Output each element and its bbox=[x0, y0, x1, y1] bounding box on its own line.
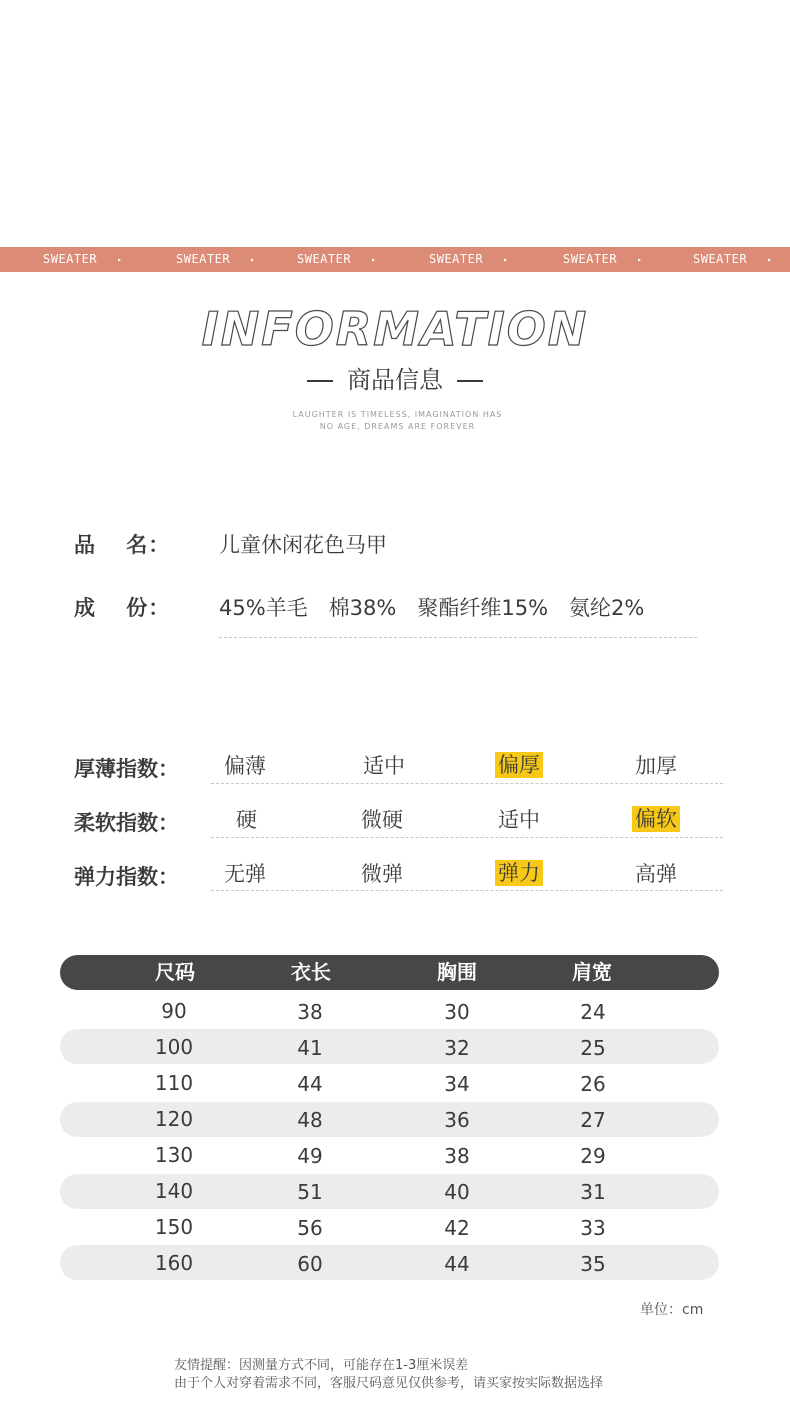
reminder-line2: 由于个人对穿着需求不同，客服尺码意见仅供参考，请买家按实际数据选择 bbox=[174, 1376, 604, 1391]
table-cell: 25 bbox=[580, 1036, 606, 1060]
title-dash-left bbox=[307, 380, 333, 382]
table-cell: 38 bbox=[297, 1000, 323, 1024]
index-option: 适中 bbox=[363, 754, 405, 778]
index-option: 微硬 bbox=[361, 808, 403, 832]
table-cell: 42 bbox=[444, 1216, 470, 1240]
material-label: 成 份： bbox=[74, 596, 171, 620]
table-cell: 130 bbox=[154, 1143, 194, 1167]
divider bbox=[211, 837, 723, 838]
index-option-selected: 弹力 bbox=[495, 860, 543, 886]
index-label: 柔软指数： bbox=[74, 811, 179, 835]
table-cell: 90 bbox=[161, 999, 187, 1023]
triangle-right-icon: ▸ bbox=[117, 255, 123, 264]
banner-item: SWEATER ▸ bbox=[176, 252, 256, 266]
index-option: 微弹 bbox=[361, 862, 403, 886]
table-cell: 32 bbox=[444, 1036, 470, 1060]
table-cell: 33 bbox=[580, 1216, 606, 1240]
banner-item: SWEATER ▸ bbox=[297, 252, 377, 266]
divider bbox=[211, 783, 723, 784]
title-information: INFORMATION bbox=[201, 302, 589, 356]
title-product-info bbox=[0, 360, 790, 395]
name-value: 儿童休闲花色马甲 bbox=[219, 533, 387, 557]
table-cell: 120 bbox=[154, 1107, 194, 1131]
index-option: 加厚 bbox=[635, 754, 677, 778]
table-cell: 44 bbox=[444, 1252, 470, 1276]
reminder-line1: 友情提醒：因测量方式不同，可能存在1-3厘米误差 bbox=[174, 1358, 469, 1373]
table-cell: 30 bbox=[444, 1000, 470, 1024]
index-option: 适中 bbox=[498, 808, 540, 832]
size-table-header bbox=[60, 955, 719, 990]
title-dash-right bbox=[457, 380, 483, 382]
table-cell: 56 bbox=[297, 1216, 323, 1240]
index-option-selected: 偏厚 bbox=[495, 752, 543, 778]
index-label: 弹力指数： bbox=[74, 865, 179, 889]
table-cell: 140 bbox=[154, 1179, 194, 1203]
table-cell: 24 bbox=[580, 1000, 606, 1024]
column-header-shoulder: 肩宽 bbox=[572, 960, 612, 984]
sweater-banner bbox=[0, 247, 790, 272]
banner-item: SWEATER ▸ bbox=[429, 252, 509, 266]
banner-item: SWEATER ▸ bbox=[693, 252, 773, 266]
table-cell: 41 bbox=[297, 1036, 323, 1060]
divider bbox=[211, 890, 723, 891]
index-option: 硬 bbox=[236, 808, 257, 832]
triangle-right-icon: ▸ bbox=[767, 255, 773, 264]
table-cell: 100 bbox=[154, 1035, 194, 1059]
table-cell: 38 bbox=[444, 1144, 470, 1168]
triangle-right-icon: ▸ bbox=[250, 255, 256, 264]
triangle-right-icon: ▸ bbox=[371, 255, 377, 264]
table-cell: 26 bbox=[580, 1072, 606, 1096]
table-cell: 27 bbox=[580, 1108, 606, 1132]
index-label: 厚薄指数： bbox=[74, 757, 179, 781]
table-cell: 34 bbox=[444, 1072, 470, 1096]
table-cell: 29 bbox=[580, 1144, 606, 1168]
index-option: 无弹 bbox=[224, 862, 266, 886]
table-cell: 51 bbox=[297, 1180, 323, 1204]
table-cell: 40 bbox=[444, 1180, 470, 1204]
banner-item: SWEATER ▸ bbox=[563, 252, 643, 266]
unit-label: 单位：cm bbox=[640, 1302, 704, 1318]
tagline-line2: NO AGE, DREAMS ARE FOREVER bbox=[319, 422, 476, 431]
column-header-size: 尺码 bbox=[155, 960, 195, 984]
divider bbox=[219, 637, 697, 638]
material-value: 45%羊毛 棉38% 聚酯纤维15% 氨纶2% bbox=[219, 596, 645, 620]
table-cell: 160 bbox=[154, 1251, 194, 1275]
table-cell: 44 bbox=[297, 1072, 323, 1096]
table-cell: 60 bbox=[297, 1252, 323, 1276]
table-cell: 150 bbox=[154, 1215, 194, 1239]
index-option-selected: 偏软 bbox=[632, 806, 680, 832]
tagline bbox=[0, 409, 790, 433]
table-cell: 36 bbox=[444, 1108, 470, 1132]
table-cell: 35 bbox=[580, 1252, 606, 1276]
tagline-line1: LAUGHTER IS TIMELESS, IMAGINATION HAS bbox=[292, 410, 503, 419]
banner-item: SWEATER ▸ bbox=[43, 252, 123, 266]
name-label: 品 名： bbox=[74, 533, 171, 557]
table-cell: 49 bbox=[297, 1144, 323, 1168]
column-header-chest: 胸围 bbox=[437, 960, 477, 984]
table-cell: 110 bbox=[154, 1071, 194, 1095]
index-option: 高弹 bbox=[635, 862, 677, 886]
table-cell: 48 bbox=[297, 1108, 323, 1132]
triangle-right-icon: ▸ bbox=[503, 255, 509, 264]
index-option: 偏薄 bbox=[224, 754, 266, 778]
triangle-right-icon: ▸ bbox=[637, 255, 643, 264]
column-header-length: 衣长 bbox=[291, 960, 331, 984]
table-cell: 31 bbox=[580, 1180, 606, 1204]
title-cn-text: 商品信息 bbox=[347, 366, 443, 394]
